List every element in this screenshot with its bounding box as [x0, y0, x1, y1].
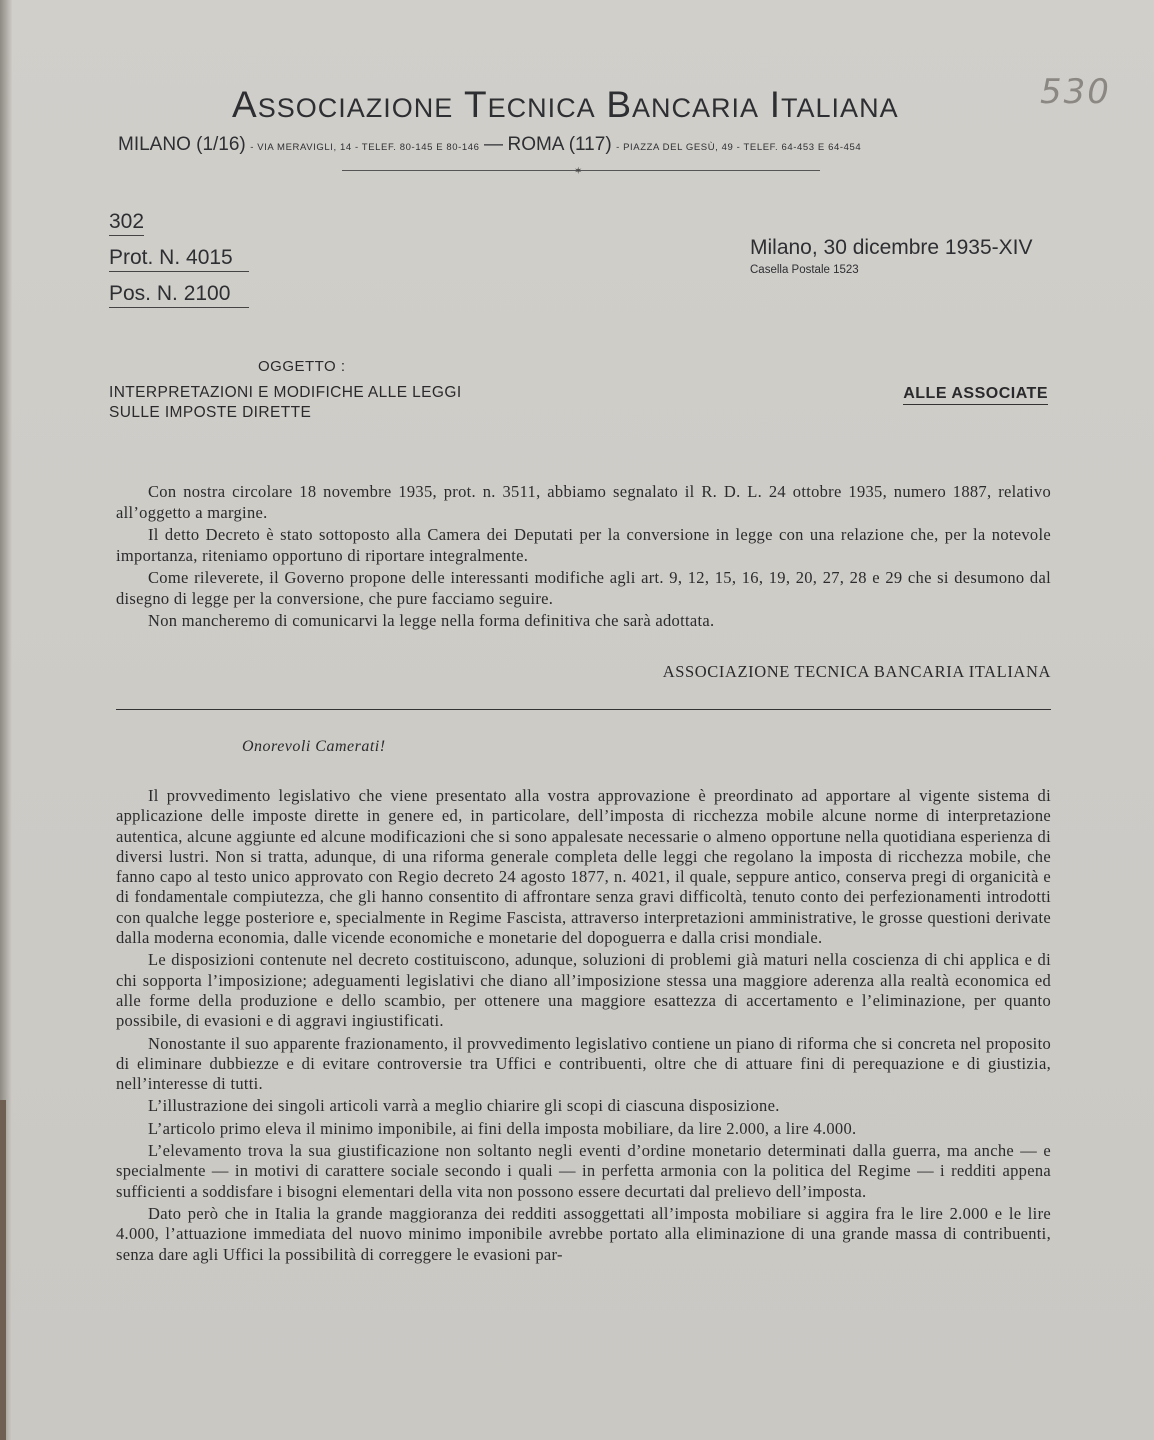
letter-body — [116, 482, 1051, 634]
letterhead-address — [118, 134, 861, 156]
report-paragraph: Il provvedimento legislativo che viene presentato alla vostra approvazione è preordinato ad apportare al vigente sistema di applicazione delle imposte dirette in genere ed, in particolare, dell’imposta di ricchezza mobile alcune norme di interpretazione autentica, alcune aggiunte ed alcune modificazioni che si sono appalesate necessarie o almeno opportune nella quotidiana esperienza di diversi lustri. Non si tratta, adunque, di una riforma generale completa delle leggi che regolano la imposta di ricchezza mobile, che fanno capo al testo unico approvato con Regio decreto 24 agosto 1877, n. 4021, il quale, seppure antico, conserva pregi di organicità e di fondamentale compiutezza, che gli hanno consentito di affrontare senza gravi difficoltà, tenuto conto dei perfezionamenti introdotti con qualche legge posteriore e, specialmente in Regime Fascista, attraverso interpretazioni amministrative, le grosse questioni derivate dalla moderna economia, dalle vicende economiche e monetarie del dopoguerra e dalla crisi mondiale. — [116, 786, 1051, 948]
org-letterhead-title — [232, 84, 932, 126]
star-ornament: ✶ — [574, 166, 583, 177]
subject-text — [109, 383, 462, 423]
handwritten-page-number: 530 — [1040, 72, 1111, 112]
report-paragraph: L’elevamento trova la sua giustificazione non soltanto negli eventi d’ordine monetario determinati dalla guerra, ma anche — e specialmente — in motivi di carattere sociale secondo i quali — in perfetta armonia con la politica del Regime — i redditi appena sufficienti a soddisfare i bisogni elementari della vita non possono essere decurtati dal prelievo dell’imposta. — [116, 1141, 1051, 1201]
report-body — [116, 786, 1051, 1267]
report-paragraph: Nonostante il suo apparente frazionamento, il provvedimento legislativo contiene un piano di riforma che si concreta nel proposito di eliminare dubbiezze e di evitare controversie tra Uffici e contribuenti, oltre che di attuare fini di perequazione e di giustizia, nell’interesse di tutti. — [116, 1033, 1051, 1094]
letter-paragraph: Il detto Decreto è stato sottoposto alla Camera dei Deputati per la conversione in legge con una relazione che, per la notevole importanza, riteniamo opportuno di riportare integralmente. — [116, 525, 1051, 565]
org-word: ASSOCIAZIONE — [232, 84, 454, 125]
letter-signature: ASSOCIAZIONE TECNICA BANCARIA ITALIANA — [662, 662, 1051, 681]
report-paragraph: L’illustrazione dei singoli articoli varrà a meglio chiarire gli scopi di ciascuna disposizione. — [148, 1096, 780, 1116]
subject-line: SULLE IMPOSTE DIRETTE — [109, 404, 312, 421]
subject-line: INTERPRETAZIONI E MODIFICHE ALLE LEGGI — [109, 384, 462, 401]
po-box: Casella Postale 1523 — [750, 264, 859, 276]
address-separator: — — [484, 134, 504, 155]
report-paragraph: Le disposizioni contenute nel decreto costituiscono, adunque, soluzioni di problemi già maturi nella coscienza di chi applica e di chi sopporta l’imposizione; adeguamenti legislativi che diano all’imposizione stessa una maggiore aderenza alla realtà economica ed alle forme della produzione e dello scambio, per ottenere una maggiore esattezza di accertamento e l’eliminazione, per quanto possibile, di evasioni e di aggravi ingiustificati. — [116, 950, 1051, 1031]
place-date: Milano, 30 dicembre 1935-XIV — [750, 236, 1033, 259]
letter-paragraph: Come rileverete, il Governo propone delle interessanti modifiche agli art. 9, 12, 15, 16, 19, 20, 27, 28 e 29 che si desumono dal disegno di legge per la conversione, che pure facciamo seguire. — [116, 568, 1051, 608]
org-word: BANCARIA — [606, 84, 760, 125]
position-number: Pos. N. 2100 — [109, 282, 249, 308]
report-paragraph: Dato però che in Italia la grande maggioranza dei redditi assoggettati all’imposta mobiliare si aggira fra le lire 2.000 e le lire 4.000, l’attuazione immediata del nuovo minimo imponibile avrebbe portato alla eliminazione di una grande massa di contribuenti, senza dare agli Uffici la possibilità di correggere le evasioni par- — [116, 1203, 1051, 1264]
letter-paragraph: Non mancheremo di comunicarvi la legge nella forma definitiva che sarà adottata. — [148, 611, 715, 630]
section-divider — [116, 709, 1051, 710]
protocol-number: Prot. N. 4015 — [109, 246, 249, 272]
subject-label: OGGETTO : — [258, 358, 346, 375]
roma-city: ROMA (117) — [507, 134, 612, 155]
report-paragraph: L’articolo primo eleva il minimo imponibile, ai fini della imposta mobiliare, da lire 2.000, a lire 4.000. — [148, 1118, 857, 1138]
org-word: TECNICA — [463, 84, 596, 125]
reference-number: 302 — [109, 210, 144, 236]
milano-details: - VIA MERAVIGLI, 14 - TELEF. 80-145 E 80-146 — [250, 142, 480, 153]
report-salutation: Onorevoli Camerati! — [242, 738, 386, 755]
org-word: ITALIANA — [769, 84, 899, 125]
milano-city: MILANO (1/16) — [118, 134, 246, 155]
binding-cover-edge — [0, 1100, 6, 1440]
letter-paragraph: Con nostra circolare 18 novembre 1935, prot. n. 3511, abbiamo segnalato il R. D. L. 24 ottobre 1935, numero 1887, relativo all’oggetto a margine. — [116, 482, 1051, 522]
roma-details: - PIAZZA DEL GESÙ, 49 - TELEF. 64-453 E 64-454 — [616, 142, 862, 153]
recipient-heading: ALLE ASSOCIATE — [903, 385, 1048, 405]
